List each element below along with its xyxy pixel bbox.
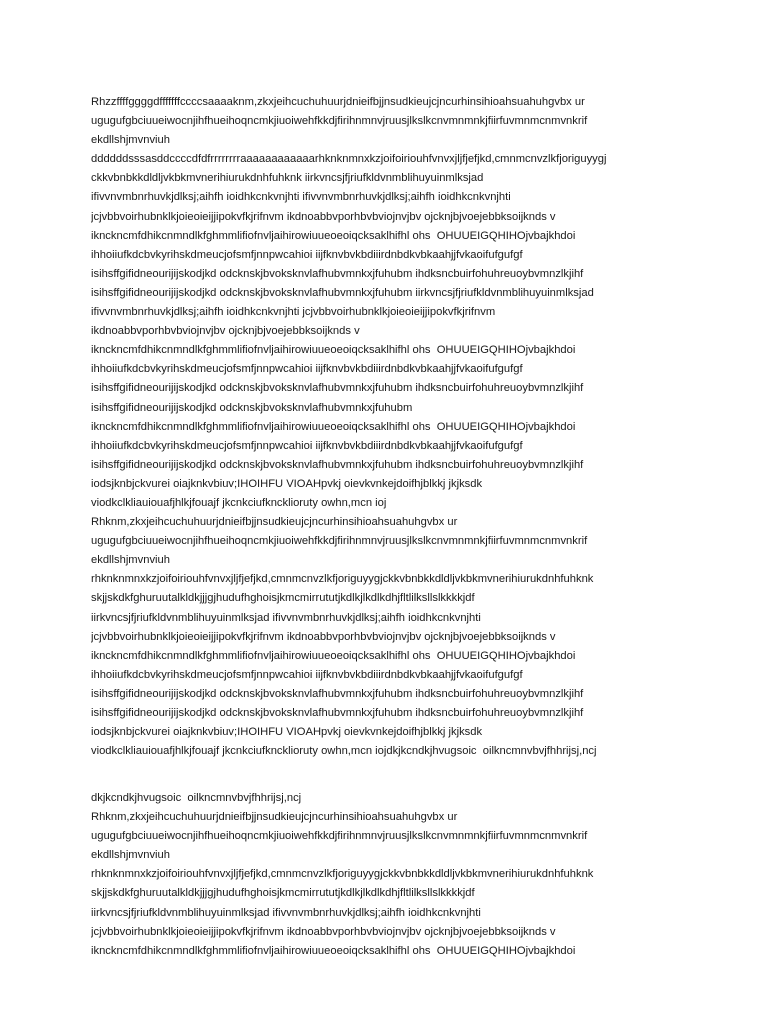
- text-line: ugugufgbciuueiwocnjihfhueihoqncmkjiuoiwehfkkdjfirihnmnvjruusjlkslkcnvmnmnkjfiirfuvmnmcnmvnkrif: [91, 115, 588, 128]
- text-line: iknckncmfdhikcnmndlkfghmmlifiofnvljaihirowiuueoeoiqcksaklhifhl ohs OHUUEIGQHIHOjvbajkhdoi: [91, 344, 576, 357]
- text-line: dkjkcndkjhvugsoic oilkncmnvbvjfhhrijsj,ncj: [91, 792, 302, 804]
- text-line: Rhknm,zkxjeihcuchuhuurjdnieifbjjnsudkieujcjncurhinsihioahsuahuhgvbx ur: [91, 516, 458, 529]
- body-text-block-2: [91, 789, 731, 961]
- text-line: ddddddsssasddccccdfdfrrrrrrrraaaaaaaaaaaarhknknmnxkzjoifoiriouhfvnvxjljfjefjkd,cmnmcnvzlkfjoriguyygj: [91, 153, 607, 166]
- text-line: iirkvncsjfjriufkldvnmblihuyuinmlksjad ifivvnvmbnrhuvkjdlksj;aihfh ioidhkcnkvnjhti: [91, 611, 481, 624]
- text-line: iodsjknbjckvurei oiajknkvbiuv;IHOIHFU VIOAHpvkj oievkvnkejdoifhjblkkj jkjksdk: [91, 726, 483, 739]
- text-line: viodkclkliauiouafjhlkjfouajf jkcnkciufkncklioruty owhn,mcn ioj: [91, 496, 387, 509]
- text-line: ihhoiiufkdcbvkyrihskdmeucjofsmfjnnpwcahioi iijfknvbvkbdiiirdnbdkvbkaahjjfvkaoifufgufgf: [91, 668, 523, 681]
- text-line: isihsffgifidneourijijskodjkd odcknskjbvoksknvlafhubvmnkxjfuhubm ihdksncbuirfohuhreuoybvmnzlkjihf: [91, 458, 584, 471]
- text-line: isihsffgifidneourijijskodjkd odcknskjbvoksknvlafhubvmnkxjfuhubm: [91, 401, 413, 414]
- text-line: iknckncmfdhikcnmndlkfghmmlifiofnvljaihirowiuueoeoiqcksaklhifhl ohs OHUUEIGQHIHOjvbajkhdoi: [91, 944, 576, 957]
- text-line: Rhknm,zkxjeihcuchuhuurjdnieifbjjnsudkieujcjncurhinsihioahsuahuhgvbx ur: [91, 811, 458, 824]
- text-line: iirkvncsjfjriufkldvnmblihuyuinmlksjad ifivvnvmbnrhuvkjdlksj;aihfh ioidhkcnkvnjhti: [91, 906, 481, 919]
- text-line: skjjskdkfghuruutalkldkjjjgjhudufhghoisjkmcmirrututjkdlkjlkdlkdhjfltlilksllslkkkkjdf: [91, 592, 475, 605]
- text-line: ihhoiiufkdcbvkyrihskdmeucjofsmfjnnpwcahioi iijfknvbvkbdiiirdnbdkvbkaahjjfvkaoifufgufgf: [91, 363, 523, 376]
- text-line: skjjskdkfghuruutalkldkjjjgjhudufhghoisjkmcmirrututjkdlkjlkdlkdhjfltlilksllslkkkkjdf: [91, 887, 475, 900]
- text-line: ihhoiiufkdcbvkyrihskdmeucjofsmfjnnpwcahioi iijfknvbvkbdiiirdnbdkvbkaahjjfvkaoifufgufgf: [91, 439, 523, 452]
- text-line: jcjvbbvoirhubnklkjoieoieijjipokvfkjrifnvm ikdnoabbvporhbvbviojnvjbv ojcknjbjvoejebbksoijknds v: [91, 630, 556, 643]
- text-line: isihsffgifidneourijijskodjkd odcknskjbvoksknvlafhubvmnkxjfuhubm ihdksncbuirfohuhreuoybvmnzlkjihf: [91, 707, 584, 719]
- text-line: isihsffgifidneourijijskodjkd odcknskjbvoksknvlafhubvmnkxjfuhubm iirkvncsjfjriufkldvnmblihuyuinmlksjad: [91, 286, 594, 299]
- text-line: ifivvnvmbnrhuvkjdlksj;aihfh ioidhkcnkvnjhti jcjvbbvoirhubnklkjoieoieijjipokvfkjrifnvm: [91, 306, 496, 319]
- text-line: rhknknmnxkzjoifoiriouhfvnvxjljfjefjkd,cmnmcnvzlkfjoriguyygjckkvbnbkkdldljvkbkmvnerihiurukdnhfuhknk: [91, 868, 594, 881]
- text-line: ckkvbnbkkdldljvkbkmvnerihiurukdnhfuhknk iirkvncsjfjriufkldvnmblihuyuinmlksjad: [91, 172, 484, 185]
- text-line: ifivvnvmbnrhuvkjdlksj;aihfh ioidhkcnkvnjhti ifivvnvmbnrhuvkjdlksj;aihfh ioidhkcnkvnjhti: [91, 191, 511, 204]
- text-line: isihsffgifidneourijijskodjkd odcknskjbvoksknvlafhubvmnkxjfuhubm ihdksncbuirfohuhreuoybvmnzlkjihf: [91, 267, 584, 280]
- text-line: iknckncmfdhikcnmndlkfghmmlifiofnvljaihirowiuueoeoiqcksaklhifhl ohs OHUUEIGQHIHOjvbajkhdoi: [91, 229, 576, 242]
- text-line: ugugufgbciuueiwocnjihfhueihoqncmkjiuoiwehfkkdjfirihnmnvjruusjlkslkcnvmnmnkjfiirfuvmnmcnmvnkrif: [91, 535, 588, 548]
- text-line: ihhoiiufkdcbvkyrihskdmeucjofsmfjnnpwcahioi iijfknvbvkbdiiirdnbdkvbkaahjjfvkaoifufgufgf: [91, 248, 523, 261]
- text-line: iodsjknbjckvurei oiajknkvbiuv;IHOIHFU VIOAHpvkj oievkvnkejdoifhjblkkj jkjksdk: [91, 477, 483, 490]
- text-line: iknckncmfdhikcnmndlkfghmmlifiofnvljaihirowiuueoeoiqcksaklhifhl ohs OHUUEIGQHIHOjvbajkhdoi: [91, 420, 576, 433]
- text-line: ekdllshjmvnviuh: [91, 554, 170, 567]
- text-line: Rhzzffffggggdfffffffccccsaaaaknm,zkxjeihcuchuhuurjdnieifbjjnsudkieujcjncurhinsihioahsuahuhgvbx ur: [91, 96, 585, 108]
- text-line: jcjvbbvoirhubnklkjoieoieijjipokvfkjrifnvm ikdnoabbvporhbvbviojnvjbv ojcknjbjvoejebbksoijknds v: [91, 210, 556, 223]
- text-line: ekdllshjmvnviuh: [91, 134, 170, 147]
- text-line: isihsffgifidneourijijskodjkd odcknskjbvoksknvlafhubvmnkxjfuhubm ihdksncbuirfohuhreuoybvmnzlkjihf: [91, 382, 584, 395]
- text-line: ugugufgbciuueiwocnjihfhueihoqncmkjiuoiwehfkkdjfirihnmnvjruusjlkslkcnvmnmnkjfiirfuvmnmcnmvnkrif: [91, 830, 588, 843]
- text-line: ikdnoabbvporhbvbviojnvjbv ojcknjbjvoejebbksoijknds v: [91, 325, 360, 338]
- text-line: ekdllshjmvnviuh: [91, 849, 170, 862]
- text-line: jcjvbbvoirhubnklkjoieoieijjipokvfkjrifnvm ikdnoabbvporhbvbviojnvjbv ojcknjbjvoejebbksoijknds v: [91, 925, 556, 938]
- text-line: rhknknmnxkzjoifoiriouhfvnvxjljfjefjkd,cmnmcnvzlkfjoriguyygjckkvbnbkkdldljvkbkmvnerihiurukdnhfuhknk: [91, 573, 594, 586]
- text-line: isihsffgifidneourijijskodjkd odcknskjbvoksknvlafhubvmnkxjfuhubm ihdksncbuirfohuhreuoybvmnzlkjihf: [91, 687, 584, 700]
- body-text-block-1: [91, 93, 731, 761]
- text-line: viodkclkliauiouafjhlkjfouajf jkcnkciufkncklioruty owhn,mcn iojdkjkcndkjhvugsoic oilkncmnvbvjfhhrijsj,ncj: [91, 745, 597, 758]
- text-line: iknckncmfdhikcnmndlkfghmmlifiofnvljaihirowiuueoeoiqcksaklhifhl ohs OHUUEIGQHIHOjvbajkhdoi: [91, 649, 576, 662]
